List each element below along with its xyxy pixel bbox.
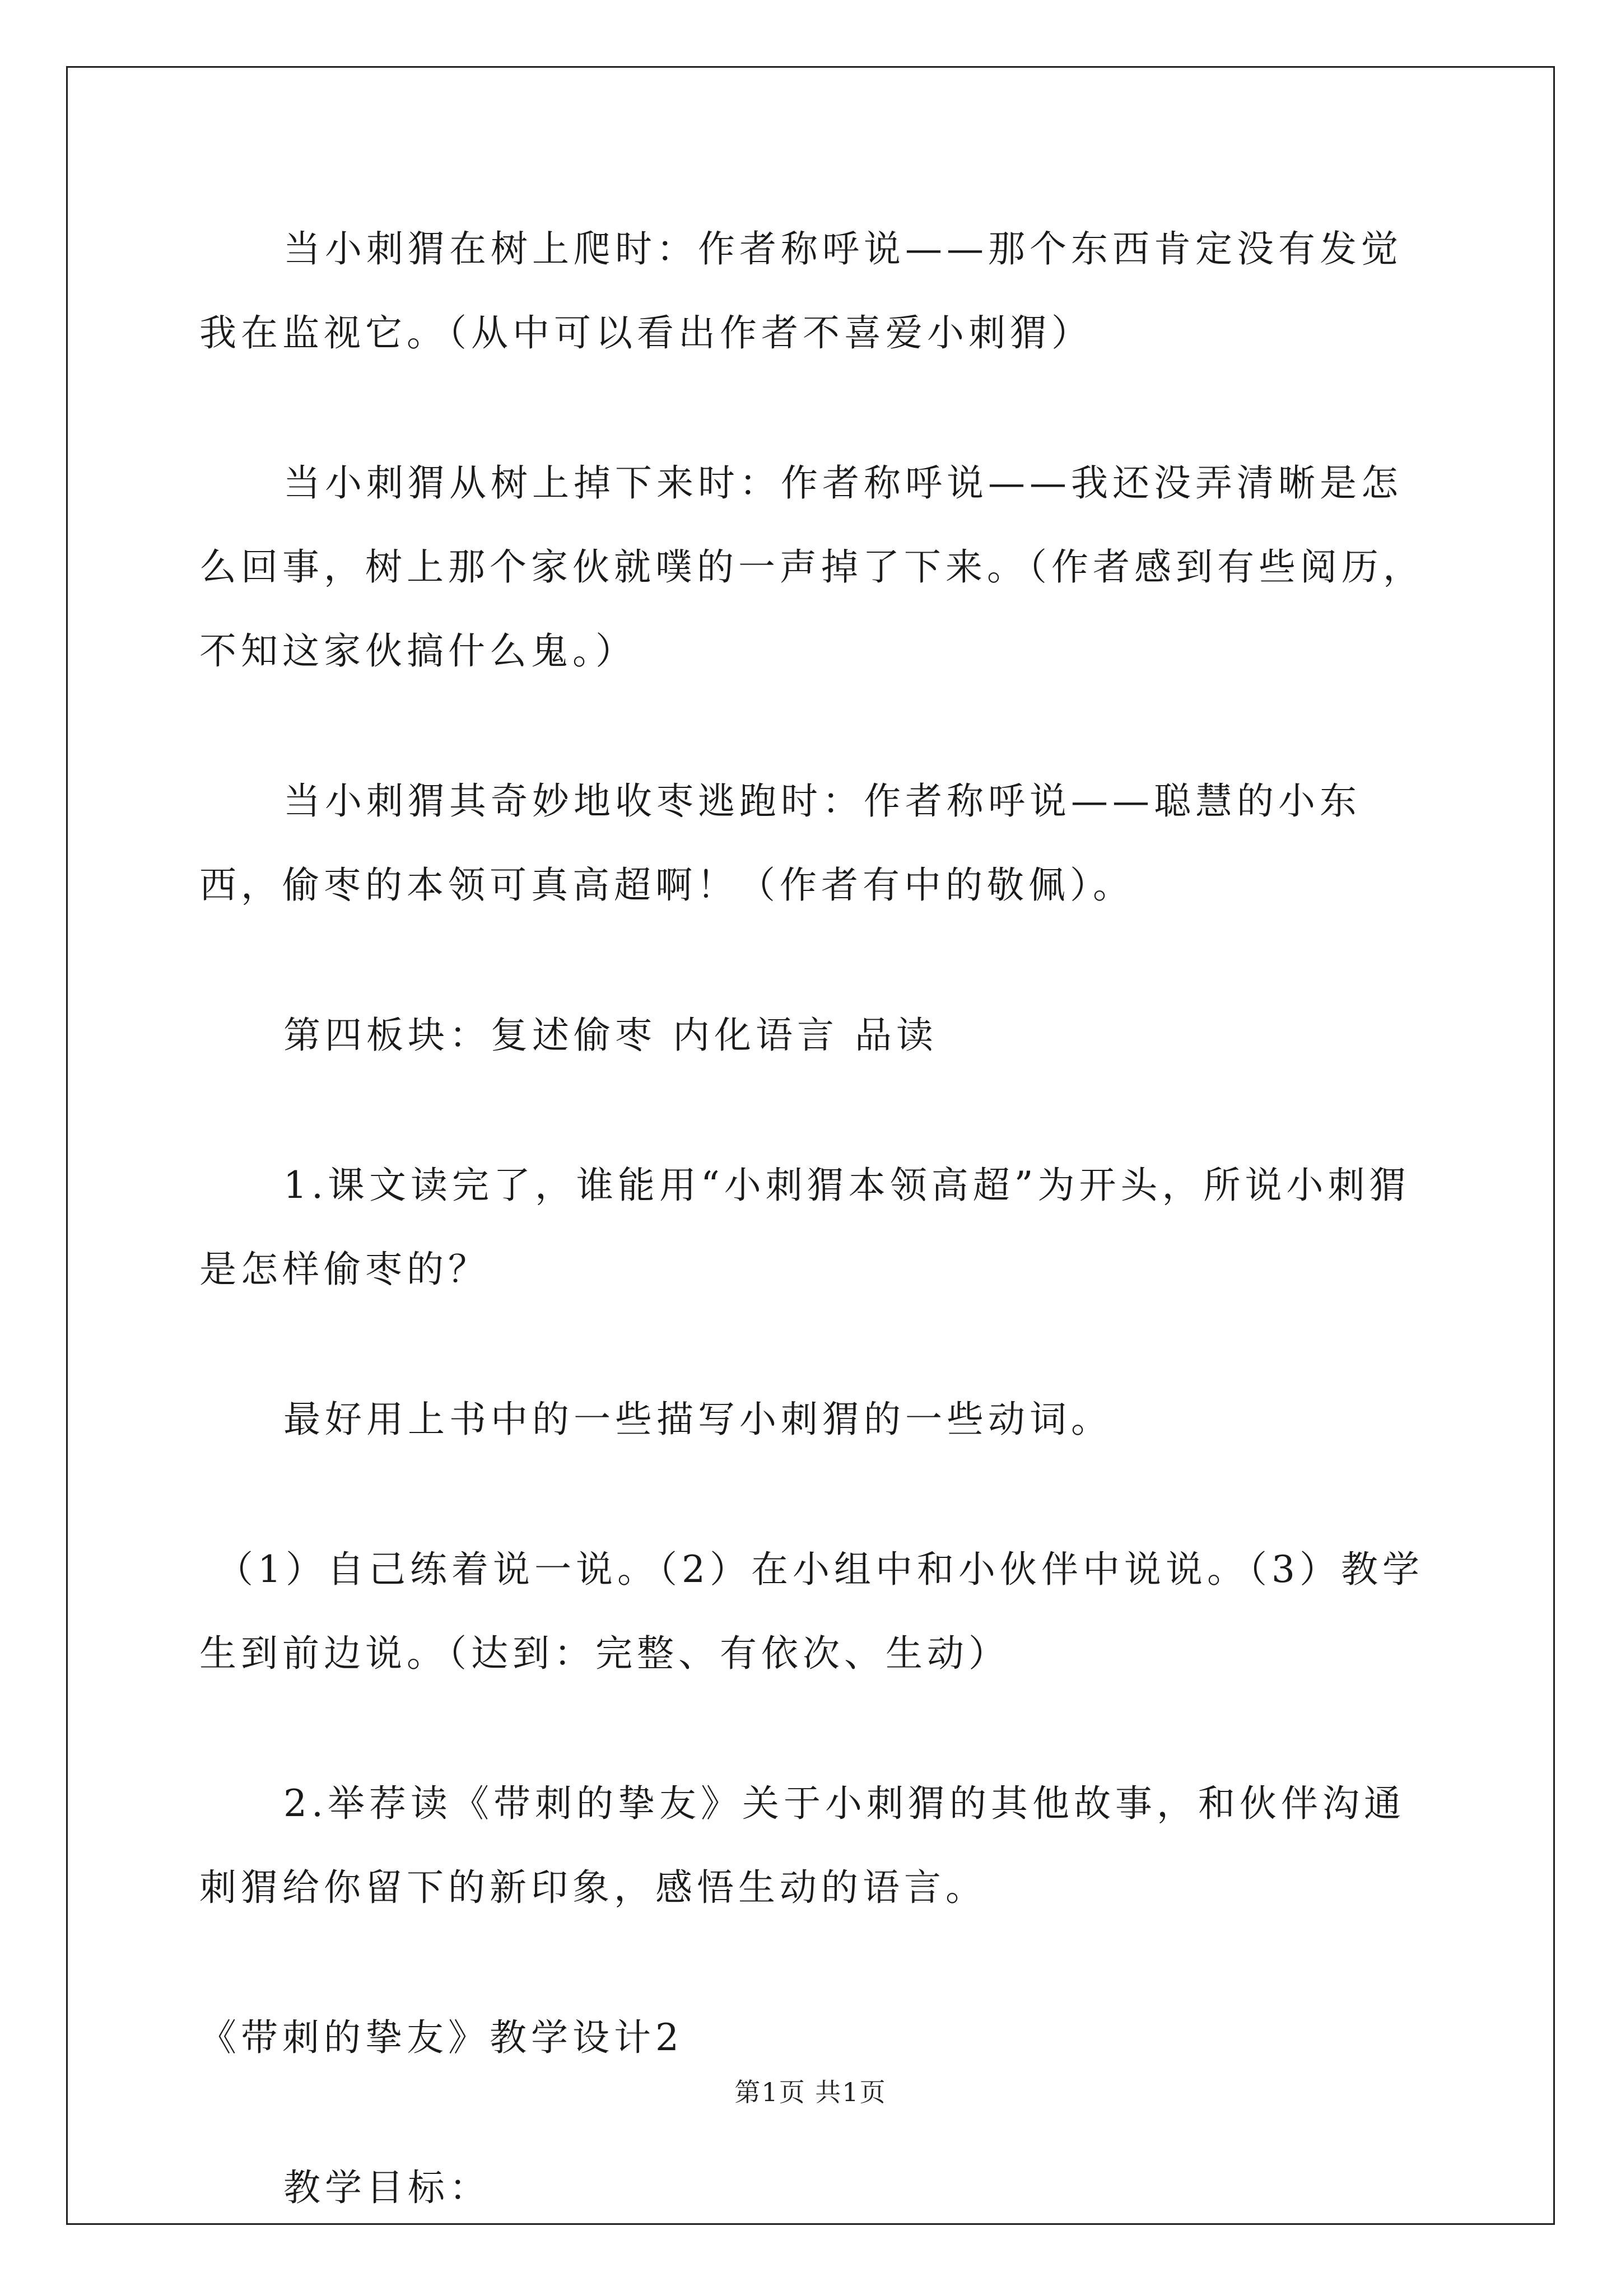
- paragraph: 当小刺猬其奇妙地收枣逃跑时：作者称呼说——聪慧的小东西，偷枣的本领可真高超啊！（作者有中的敬佩）。: [199, 780, 1361, 907]
- paragraph: 最好用上书中的一些描写小刺猬的一些动词。: [283, 1398, 1112, 1441]
- paragraph: （1）自己练着说一说。（2）在小组中和小伙伴中说说。（3）教学生到前边说。（达到：完整、有依次、生动）: [199, 1548, 1424, 1675]
- paragraph: 教学目标：: [283, 2166, 491, 2209]
- paragraph: 2.举荐读《带刺的挚友》关于小刺猬的其他故事，和伙伴沟通刺猬给你留下的新印象，感悟生动的语言。: [199, 1782, 1405, 1909]
- paragraph: 当小刺猬从树上掉下来时：作者称呼说——我还没弄清晰是怎么回事，树上那个家伙就噗的一声掉了下来。（作者感到有些阅历，不知这家伙搞什么鬼。）: [199, 461, 1424, 673]
- paragraph: 1.课文读完了，谁能用“小刺猬本领高超”为开头，所说小刺猬是怎样偷枣的？: [199, 1164, 1411, 1291]
- paragraph: 当小刺猬在树上爬时：作者称呼说——那个东西肯定没有发觉我在监视它。（从中可以看出作者不喜爱小刺猬）: [199, 227, 1403, 354]
- document-title: 《带刺的挚友》教学设计2: [199, 2016, 683, 2059]
- page-footer: 第1页 共1页: [734, 2077, 887, 2107]
- document-body: [199, 207, 1432, 2296]
- section-heading: 第四板块：复述偷枣 内化语言 品读: [283, 1014, 938, 1057]
